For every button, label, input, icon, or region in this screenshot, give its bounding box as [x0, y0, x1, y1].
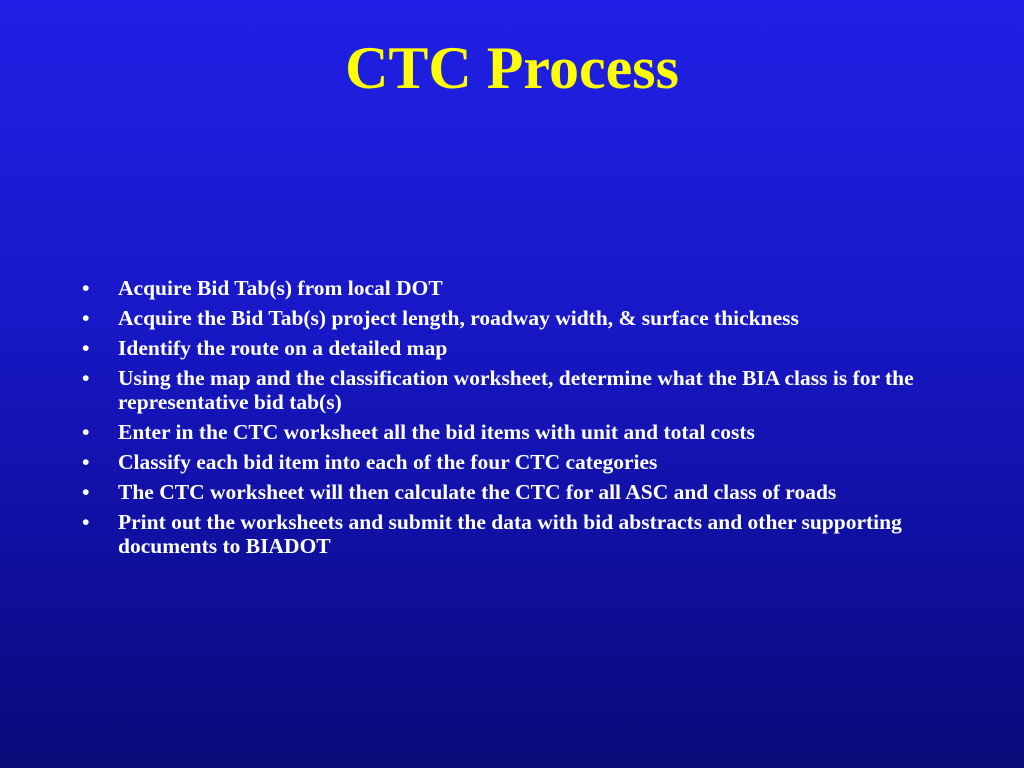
bullet-icon: • [82, 480, 90, 504]
bullet-item [78, 366, 958, 414]
bullet-item [78, 510, 958, 558]
bullet-icon: • [82, 306, 90, 330]
bullet-text: Using the map and the classification worksheet, determine what the BIA class is for the representative bid tab(s) [118, 366, 914, 414]
bullet-icon: • [82, 336, 90, 360]
bullet-text: Acquire the Bid Tab(s) project length, roadway width, & surface thickness [118, 306, 799, 330]
bullet-text: Identify the route on a detailed map [118, 336, 448, 360]
bullet-icon: • [82, 510, 90, 534]
bullet-item [78, 420, 958, 444]
bullet-item [78, 336, 958, 360]
bullet-text: Classify each bid item into each of the four CTC categories [118, 450, 658, 474]
bullet-text: Enter in the CTC worksheet all the bid items with unit and total costs [118, 420, 755, 444]
bullet-item [78, 276, 958, 300]
bullet-item [78, 480, 958, 504]
bullet-item [78, 450, 958, 474]
bullet-icon: • [82, 276, 90, 300]
bullet-item [78, 306, 958, 330]
bullet-icon: • [82, 450, 90, 474]
bullet-text: Print out the worksheets and submit the data with bid abstracts and other supporting documents to BIADOT [118, 510, 902, 558]
slide-title: CTC Process [345, 35, 679, 101]
bullet-text: Acquire Bid Tab(s) from local DOT [118, 276, 443, 300]
bullet-text: The CTC worksheet will then calculate the CTC for all ASC and class of roads [118, 480, 837, 504]
bullet-list [78, 276, 958, 564]
bullet-icon: • [82, 366, 90, 390]
bullet-icon: • [82, 420, 90, 444]
